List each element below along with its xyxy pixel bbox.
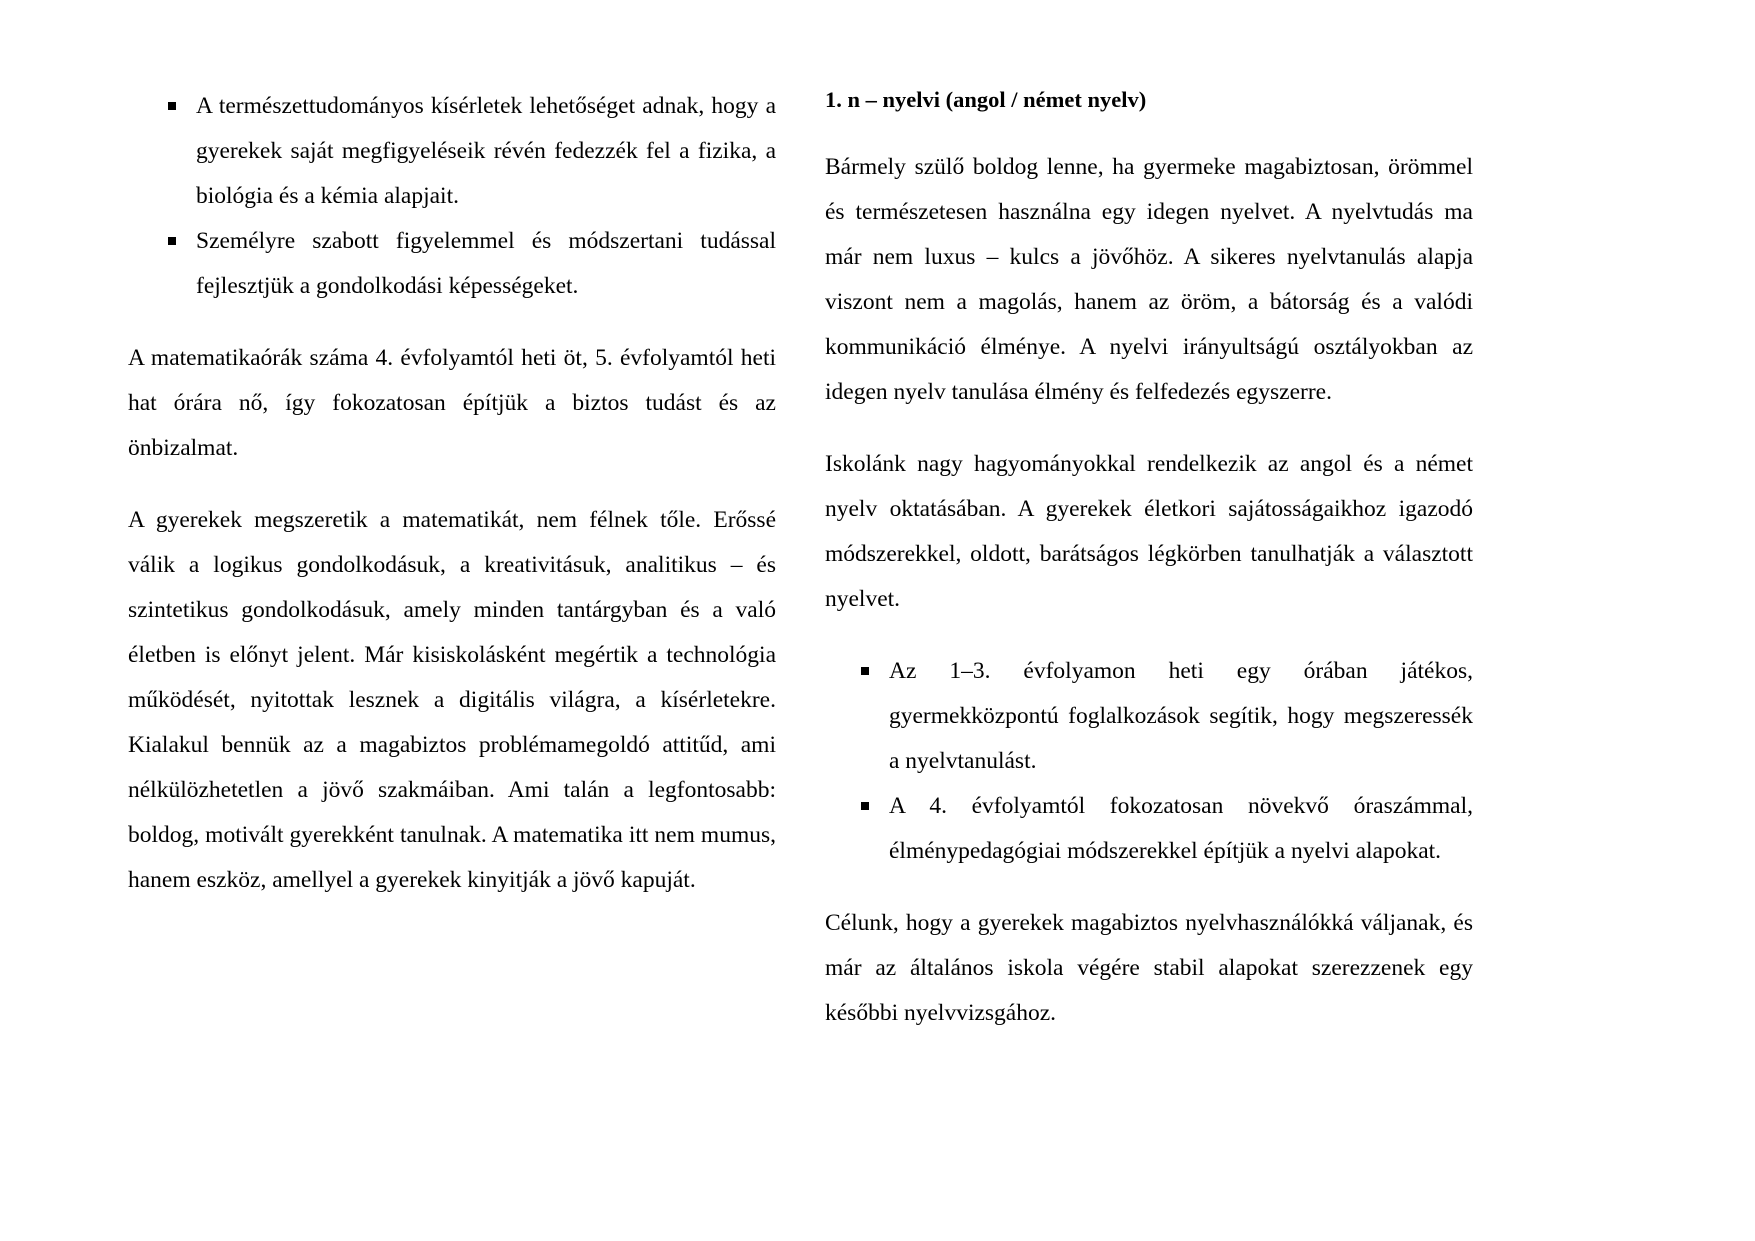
- right-paragraph-goal: Célunk, hogy a gyerekek magabiztos nyelvhasználókká váljanak, és már az általános iskola végére stabil alapokat szerezzenek egy későbbi nyelvvizsgához.: [825, 910, 1473, 1026]
- list-item-text: A természettudományos kísérletek lehetőséget adnak, hogy a gyerekek saját megfigyeléseik révén fedezzék fel a fizika, a biológia és a kémia alapjait.: [196, 93, 776, 209]
- left-paragraph-math-benefits: A gyerekek megszeretik a matematikát, nem félnek tőle. Erőssé válik a logikus gondolkodásuk, a kreativitásuk, analitikus – és szintetikus gondolkodásuk, amely minden tantárgyban és a való életben is előnyt jelent. Már kisiskolásként megértik a technológia működését, nyitottak lesznek a digitális világra, a kísérletekre. Kialakul bennük az a magabiztos problémamegoldó attitűd, ami nélkülözhetetlen a jövő szakmáiban. Ami talán a legfontosabb: boldog, motivált gyerekként tanulnak. A matematika itt nem mumus, hanem eszköz, amellyel a gyerekek kinyitják a jövő kapuját.: [128, 507, 776, 893]
- list-item-text: Az 1–3. évfolyamon heti egy órában játékos, gyermekközpontú foglalkozások segítik, hogy megszeressék a nyelvtanulást.: [889, 658, 1473, 774]
- list-item-text: Személyre szabott figyelemmel és módszertani tudással fejlesztjük a gondolkodási képességeket.: [196, 228, 776, 299]
- left-column-bullet-list: [128, 84, 776, 309]
- page-title: 1. n – nyelvi (angol / német nyelv): [825, 87, 1147, 112]
- list-item: [825, 784, 1473, 874]
- right-column: [825, 84, 1473, 1063]
- left-paragraph-math-hours: A matematikaórák száma 4. évfolyamtól heti öt, 5. évfolyamtól heti hat órára nő, így fokozatosan építjük a biztos tudást és az önbizalmat.: [128, 345, 776, 461]
- left-column: [128, 84, 776, 1063]
- square-bullet-icon: [861, 667, 869, 675]
- right-paragraph-school-tradition: Iskolánk nagy hagyományokkal rendelkezik az angol és a német nyelv oktatásában. A gyerekek életkori sajátosságaikhoz igazodó módszerekkel, oldott, barátságos légkörben tanulhatják a választott nyelvet.: [825, 451, 1473, 612]
- two-column-layout: [128, 84, 1473, 1063]
- right-paragraph-language-intro: Bármely szülő boldog lenne, ha gyermeke magabiztosan, örömmel és természetesen használna egy idegen nyelvet. A nyelvtudás ma már nem luxus – kulcs a jövőhöz. A sikeres nyelvtanulás alapja viszont nem a magolás, hanem az öröm, a bátorság és a valódi kommunikáció élménye. A nyelvi irányultságú osztályokban az idegen nyelv tanulása élmény és felfedezés egyszerre.: [825, 154, 1473, 405]
- list-item-text: A 4. évfolyamtól fokozatosan növekvő óraszámmal, élménypedagógiai módszerekkel építjük a nyelvi alapokat.: [889, 793, 1473, 864]
- square-bullet-icon: [861, 802, 869, 810]
- square-bullet-icon: [168, 237, 176, 245]
- list-item: [825, 649, 1473, 784]
- right-column-bullet-list: [825, 649, 1473, 874]
- list-item: [128, 84, 776, 219]
- list-item: [128, 219, 776, 309]
- square-bullet-icon: [168, 102, 176, 110]
